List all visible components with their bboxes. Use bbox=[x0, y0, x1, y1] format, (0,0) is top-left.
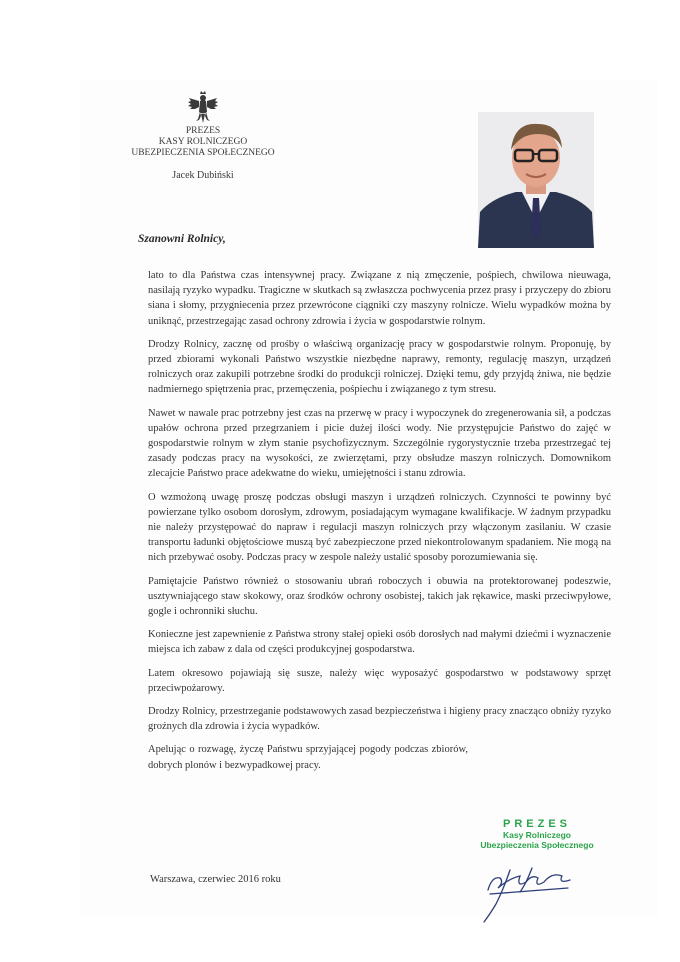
handwritten-signature bbox=[470, 848, 600, 924]
official-stamp bbox=[462, 818, 612, 850]
paragraph: O wzmożoną uwagę proszę podczas obsługi maszyn i urządzeń rolniczych. Czynności te powinny być powierzane tylko osobom dorosłym, zdrowym, posiadającym wymagane kwalifikacje. W żadnym przypadku nie należy przystępować do napraw i regulacji maszyn rolniczych przy włączonym zasilaniu. W czasie transportu ładunki objętościowe muszą być zabezpieczone przed niekontrolowanym spadaniem. Nie mogą na nich przebywać osoby. Podczas pracy w zespole należy ustalić sposoby porozumiewania się. bbox=[148, 491, 611, 564]
paragraph: Nawet w nawale prac potrzebny jest czas na przerwę w pracy i wypoczynek do zregenerowania sił, a podczas upałów ochrona przed przegrzaniem i picie dużej ilości wody. Nie przystępujcie Państwo do zajęć w gospodarstwie rolnym w złym stanie psychofizycznym. Szczególnie rygorystycznie trzeba przestrzegać tej zasady podczas pracy na wysokości, ze zwierzętami, przy obsłudze maszyn rolniczych. Domownikom zlecajcie Państwo prace adekwatne do wieku, umiejętności i stanu zdrowia. bbox=[148, 407, 611, 480]
paragraph: lato to dla Państwa czas intensywnej pracy. Związane z nią zmęczenie, pośpiech, chwilowa nieuwaga, nasilają ryzyko wypadku. Tragiczne w skutkach są zwłaszcza pochwycenia przez prasy i przyczepy do zbioru siana i słomy, przygniecenia przez przewrócone ciągniki czy maszyny rolnicze. Wielu wypadków można by uniknąć, przestrzegając zasad ochrony zdrowia i życia w gospodarstwie rolnym. bbox=[148, 270, 611, 327]
paragraph: Drodzy Rolnicy, przestrzeganie podstawowych zasad bezpieczeństwa i higieny pracy znacząco obniży ryzyko groźnych dla zdrowia i życia wypadków. bbox=[148, 706, 611, 733]
polish-eagle-emblem-icon bbox=[187, 90, 219, 124]
header-title-line3: UBEZPIECZENIA SPOŁECZNEGO bbox=[131, 148, 275, 158]
author-portrait-photo bbox=[478, 112, 594, 248]
paragraph: Drodzy Rolnicy, zacznę od prośby o właściwą organizację pracy w gospodarstwie rolnym. Proponuję, by przed zbiorami wykonali Państwo wszystkie niezbędne naprawy, remonty, regulację maszyn, urządzeń rolniczych oraz zakupili potrzebne środki do produkcji rolniczej. Dzięki temu, gdy przyjdą żniwa, nie będzie nadmiernego spiętrzenia prac, przemęczenia, pośpiechu i związanego z tym stresu. bbox=[148, 338, 611, 396]
letter-body bbox=[148, 268, 611, 781]
paragraph: Konieczne jest zapewnienie z Państwa strony stałej opieki osób dorosłych nad małymi dziećmi i wyznaczenie miejsca ich zabaw z dala od części produkcyjnej gospodarstwa. bbox=[148, 629, 611, 656]
stamp-line1: PREZES bbox=[502, 818, 571, 830]
paragraph: Pamiętajcie Państwo również o stosowaniu ubrań roboczych i obuwia na protektorowanej podeszwie, usztywniającego staw skokowy, oraz środków ochrony osobistej, takich jak rękawice, maski przeciwpyłowe, gogle i ochronniki słuchu. bbox=[148, 575, 611, 618]
letter-salutation: Szanowni Rolnicy, bbox=[138, 233, 226, 245]
paragraph: Latem okresowo pojawiają się susze, należy więc wyposażyć gospodarstwo w podstawowy sprzęt przeciwpożarowy. bbox=[148, 667, 611, 694]
author-name: Jacek Dubiński bbox=[172, 170, 234, 181]
stamp-line3: Ubezpieczenia Społecznego bbox=[480, 840, 594, 850]
place-date: Warszawa, czerwiec 2016 roku bbox=[150, 874, 281, 885]
stamp-line2: Kasy Rolniczego bbox=[502, 830, 572, 840]
header-title-line1: PREZES bbox=[185, 126, 221, 136]
letterhead bbox=[118, 90, 288, 181]
paragraph: Apelując o rozwagę, życzę Państwu sprzyjającej pogody podczas zbiorów, dobrych plonów i bezwypadkowej pracy. bbox=[148, 744, 468, 771]
header-title-line2: KASY ROLNICZEGO bbox=[158, 137, 248, 147]
